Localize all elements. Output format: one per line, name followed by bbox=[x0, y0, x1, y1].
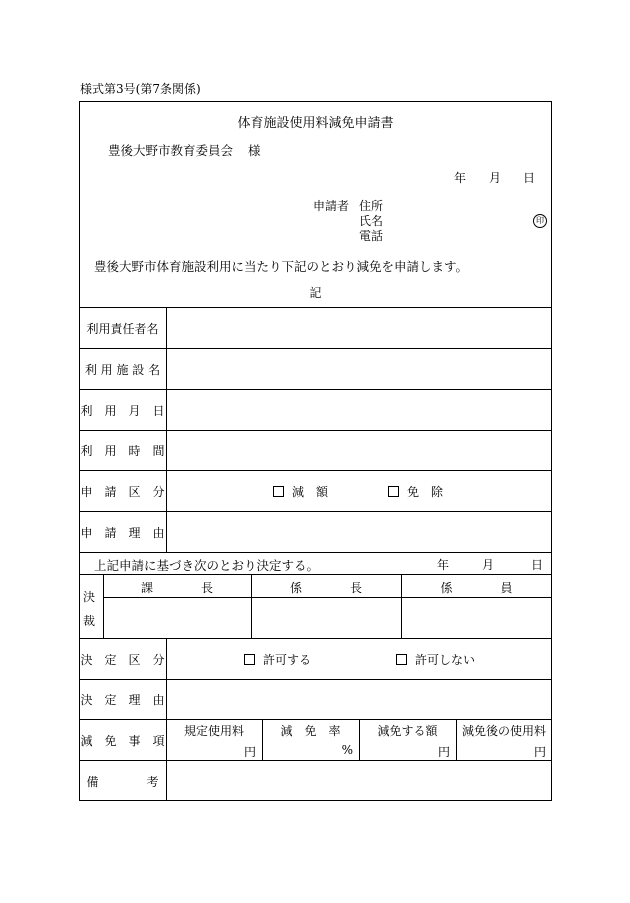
applicant-label: 申請者 bbox=[313, 199, 350, 213]
unit-yen-fee: 円 bbox=[243, 745, 256, 759]
applicant-address-label: 住所 bbox=[359, 199, 384, 213]
approval-label-top: 決 bbox=[83, 590, 96, 604]
reduction-col-rate: 減 免 率 bbox=[280, 724, 341, 738]
row-date-label: 利 用 月 日 bbox=[80, 404, 165, 418]
applicant-phone-label: 電話 bbox=[359, 229, 384, 243]
remarks-field[interactable] bbox=[167, 761, 551, 800]
decision-text: 上記申請に基づき次のとおり決定する。 bbox=[94, 558, 320, 573]
decision-day: 日 bbox=[531, 558, 544, 572]
reduction-col-after: 減免後の使用料 bbox=[461, 724, 546, 738]
header-day: 日 bbox=[523, 171, 536, 185]
form-number: 様式第3号(第7条関係) bbox=[80, 82, 201, 96]
form-title: 体育施設使用料減免申請書 bbox=[237, 116, 394, 131]
row-person-label: 利用責任者名 bbox=[86, 322, 159, 336]
remarks-label: 備 考 bbox=[86, 775, 159, 789]
option-deny[interactable]: 許可しない bbox=[396, 651, 475, 668]
reason-field[interactable] bbox=[167, 512, 551, 552]
decision-year: 年 bbox=[437, 558, 450, 572]
approval-col-section-chief: 課 長 bbox=[140, 581, 213, 595]
checkbox-icon[interactable] bbox=[388, 486, 399, 497]
reduction-col-fee: 規定使用料 bbox=[183, 724, 244, 738]
seal-icon: 印 bbox=[533, 212, 547, 228]
row-category-label: 申 請 区 分 bbox=[80, 485, 165, 499]
approval-label-bottom: 裁 bbox=[83, 614, 96, 628]
checkbox-icon[interactable] bbox=[396, 654, 407, 665]
checkbox-icon[interactable] bbox=[273, 486, 284, 497]
time-field[interactable] bbox=[167, 431, 551, 470]
header-year: 年 bbox=[454, 171, 467, 185]
approval-col-subsection-chief: 係 長 bbox=[289, 581, 362, 595]
decision-month: 月 bbox=[482, 558, 495, 572]
row-reason-label: 申 請 理 由 bbox=[80, 526, 165, 540]
honorific: 様 bbox=[248, 143, 261, 158]
unit-yen-after: 円 bbox=[533, 745, 546, 759]
applicant-name-label: 氏名 bbox=[359, 214, 384, 228]
decision-reason-label: 決 定 理 由 bbox=[80, 693, 165, 707]
person-field[interactable] bbox=[167, 308, 551, 348]
option-allow[interactable]: 許可する bbox=[244, 651, 311, 668]
approval-col-staff: 係 員 bbox=[440, 581, 513, 595]
checkbox-icon[interactable] bbox=[244, 654, 255, 665]
header-month: 月 bbox=[489, 171, 502, 185]
option-reduce[interactable]: 減 額 bbox=[273, 483, 328, 500]
unit-yen-amount: 円 bbox=[437, 745, 450, 759]
reduction-label: 減 免 事 項 bbox=[80, 734, 165, 748]
row-facility-label: 利 用 施 設 名 bbox=[84, 363, 161, 377]
unit-percent: % bbox=[341, 743, 353, 757]
facility-field[interactable] bbox=[167, 349, 551, 389]
request-text: 豊後大野市体育施設利用に当たり下記のとおり減免を申請します。 bbox=[94, 259, 469, 274]
option-exempt[interactable]: 免 除 bbox=[388, 483, 443, 500]
date-field[interactable] bbox=[167, 390, 551, 430]
reduction-col-amount: 減免する額 bbox=[377, 724, 438, 738]
addressee: 豊後大野市教育委員会 bbox=[108, 143, 234, 158]
row-time-label: 利 用 時 間 bbox=[80, 444, 165, 458]
ki-label: 記 bbox=[309, 286, 322, 300]
decision-category-label: 決 定 区 分 bbox=[80, 653, 165, 667]
